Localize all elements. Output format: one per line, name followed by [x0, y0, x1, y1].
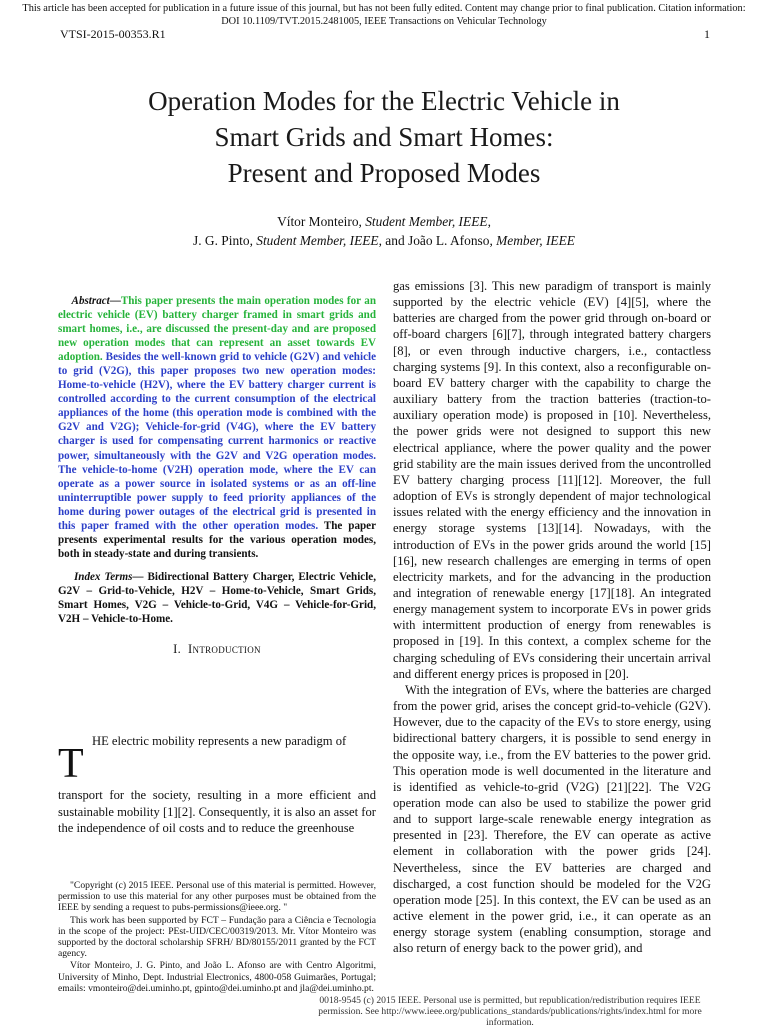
author-role: Student Member, IEEE — [256, 233, 379, 248]
intro-first-line: HE electric mobility represents a new paradigm of — [92, 734, 347, 749]
index-terms-text: — Bidirectional Battery Charger, Electric Vehicle, G2V – Grid-to-Vehicle, H2V – Home-to-Vehicle, Smart Grids, Smart Homes, V2G – Vehicle-to-Grid, V4G – Vehicle-for-Grid, V2H – Vehicle-to-Home. — [58, 570, 376, 626]
section-heading — [58, 641, 376, 657]
author-name: J. G. Pinto, — [193, 233, 257, 248]
index-terms-label: Index Terms — [73, 570, 133, 583]
author-line-1 — [0, 212, 768, 231]
abstract-black-text: The paper presents experimental results for the various operation modes, both in steady-state and during transients. — [58, 519, 377, 560]
abstract-blue-text: Besides the well-known grid to vehicle (G2V) and vehicle to grid (V2G), this paper proposes two new operation modes: Home-to-vehicle (H2V), where the EV battery charger current is controlled according to the current consumption of the electrical appliances of the home (this operation mode is combined with the G2V and V2G); Vehicle-for-grid (V4G), where the EV battery charger is used for compensating current harmonics or reactive power, simultaneously with the G2V and V2G operation modes. The vehicle-to-home (V2H) operation mode, where the EV can operate as a power source in isolated systems or as an off-line uninterruptible power supply to feed priority appliances of the home during power outages of the electrical grid is presented in this paper framed with the other operation modes. — [58, 351, 376, 532]
paper-title — [0, 83, 768, 191]
bottom-copyright-notice: 0018-9545 (c) 2015 IEEE. Personal use is permitted, but republication/redistribution requires IEEE permission. See http://www.ieee.org/publications_standards/publications/rights/index.html for more information. — [318, 995, 702, 1028]
footnote-copyright: "Copyright (c) 2015 IEEE. Personal use of this material is permitted. However, permission to use this material for any other purposes must be obtained from the IEEE by sending a request to pubs-permissions@ieee.org. " — [58, 880, 376, 914]
index-terms — [58, 570, 376, 626]
title-line-3: Present and Proposed Modes — [227, 158, 541, 188]
author-role: Member, IEEE — [496, 233, 575, 248]
abstract-label: Abstract — [71, 295, 110, 307]
right-column — [393, 278, 711, 957]
author-sep: , — [487, 214, 491, 229]
abstract-green-text: This paper presents the main operation modes for an electric vehicle (EV) battery charger framed in smart grids and smart homes, i.e., are discussed the present-day and are proposed new operation modes that can represent an asset towards EV adoption. — [58, 295, 376, 364]
abstract — [58, 294, 376, 561]
section-number: I. — [173, 642, 182, 657]
page-number: 1 — [704, 27, 710, 41]
title-line-1: Operation Modes for the Electric Vehicle in — [148, 86, 620, 116]
footnotes — [58, 880, 376, 995]
publication-notice: This article has been accepted for publication in a future issue of this journal, but has not been fully edited. Content may change prior to final publication. Citation information: DOI 10.1109/TVT.2015.2481005, IEEE Transactions on Vehicular Technology — [22, 3, 746, 27]
author-role: Student Member, IEEE — [365, 214, 488, 229]
manuscript-id: VTSI-2015-00353.R1 — [60, 27, 166, 41]
title-line-2: Smart Grids and Smart Homes: — [214, 122, 554, 152]
section-title: Introduction — [188, 642, 261, 657]
author-list — [0, 212, 768, 250]
abstract-dash: — — [109, 295, 121, 307]
footnote-funding: This work has been supported by FCT – Fundação para a Ciência e Tecnologia in the scope of the project: PEst-UID/CEC/00319/2013. Mr. Vítor Monteiro was supported by the doctoral scholarship SFRH/ BD/80155/2011 granted by the FCT agency. — [58, 914, 376, 960]
author-name: Vítor Monteiro, — [277, 214, 366, 229]
running-head — [60, 27, 710, 42]
intro-paragraph: transport for the society, resulting in a more efficient and sustainable mobility [1][2]. Consequently, it is also an asset for the independence of oil costs and to reduce the greenhouse — [58, 788, 376, 835]
left-column — [58, 294, 376, 836]
drop-cap: T — [58, 741, 84, 788]
footnote-affiliation: Vítor Monteiro, J. G. Pinto, and João L. Afonso are with Centro Algoritmi, University of Minho, Dept. Industrial Electronics, 4800-058 Guimarães, Portugal; emails: vmonteiro@dei.uminho.pt, gpinto@dei.uminho.pt and jla@dei.uminho.pt. — [58, 960, 376, 994]
author-name: , and João L. Afonso, — [378, 233, 497, 248]
introduction-text — [58, 733, 376, 836]
right-paragraph-1: gas emissions [3]. This new paradigm of transport is mainly supported by the electric vehicle (EV) [4][5], where the batteries are charged from the power grid through on-board or off-board chargers [6][7], through integrated battery chargers [8], or even through inductive chargers, i.e., contactless charging systems [9]. In this context, also a reconfigurable on-board EV battery charger with the capability to charge the auxiliary battery from the traction batteries (traction-to-auxiliary operation mode) is proposed in [10]. Nevertheless, the power grids were not designed to support this new electrical appliance, where the power quality and the power grid stability are the main issues derived from the uncontrolled EV battery charging process [11][12]. Moreover, the full adoption of EVs is strongly dependent of major technological issues related with the energy efficiency and the innovation in energy storage systems [13][14]. Nowadays, with the introduction of EVs in the power grids around the world [15][16], new research challenges are emerging in terms of open electricity markets, and for the advancing in the production and integration of renewable energy [17][18]. An integrated energy management system to incorporate EVs in power grids with intermittent production of energy from renewables is proposed in [19]. In this context, a complex scheme for the charging scheduling of EVs considering their uncertain arrival and different energy prices is proposed in [20]. — [393, 279, 711, 681]
author-line-2 — [0, 231, 768, 250]
right-paragraph-2: With the integration of EVs, where the batteries are charged from the power grid, arises the concept grid-to-vehicle (G2V). However, due to the capacity of the EVs to store energy, using bidirectional battery chargers, it is possible to send energy in the opposite way, i.e., from the EV batteries to the power grid. This operation mode is well documented in the literature and is identified as vehicle-to-grid (V2G) [21][22]. The V2G operation mode can also be used to stabilize the power grid and to support large-scale renewable energy integration as presented in [23]. Therefore, the EV can operate as active element in collaboration with the power grids [24]. Nevertheless, since the EV batteries are charged and discharged, a cost function should be modeled for the V2G operation mode [25]. In this context, the EV can be used as an active element in the power grid, i.e., it can operate as an energy storage system (enabling consumption, storage and also return of energy back to the power grid), and — [393, 682, 711, 956]
